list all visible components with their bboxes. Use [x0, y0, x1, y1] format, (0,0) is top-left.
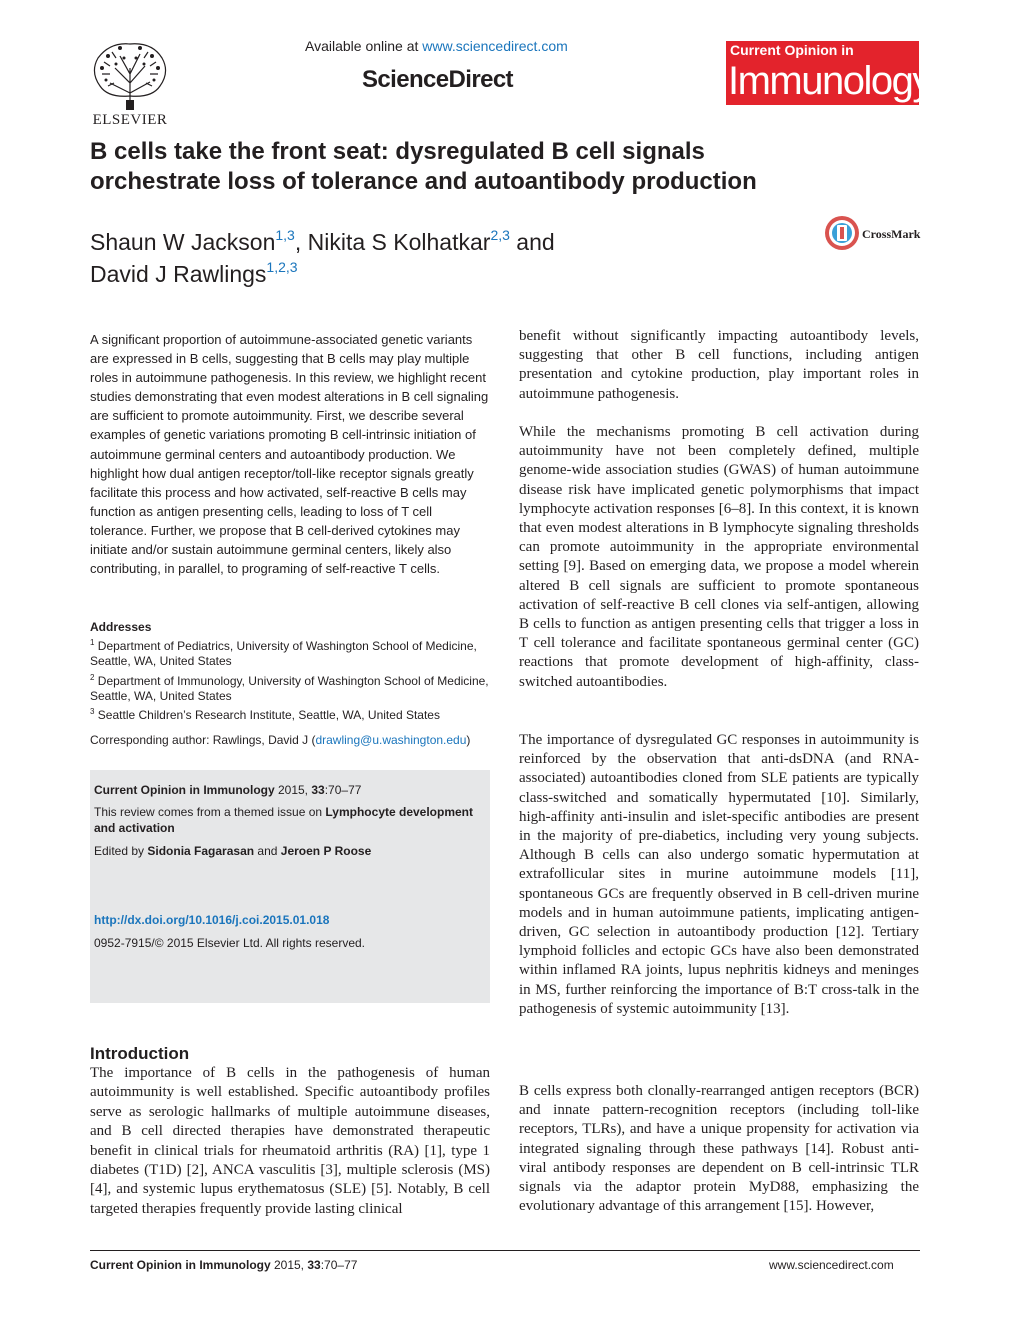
- doi-line: [94, 912, 486, 928]
- issn-line: 0952-7915/© 2015 Elsevier Ltd. All rights reserved.: [94, 936, 365, 950]
- author-list: [90, 226, 730, 290]
- doi-link[interactable]: http://dx.doi.org/10.1016/j.coi.2015.01.018: [94, 913, 330, 927]
- address-item: [90, 670, 490, 704]
- footer-citation: [90, 1258, 357, 1272]
- author-separator: and: [509, 229, 555, 255]
- editor-name: Sidonia Fagarasan: [147, 844, 255, 858]
- footer-divider: [90, 1250, 920, 1251]
- edited-prefix: Edited by: [94, 844, 148, 858]
- address-number: 2: [90, 672, 95, 682]
- journal-banner-title: Immunology: [728, 59, 931, 103]
- address-text: Department of Pediatrics, University of Washington School of Medicine, Seattle, WA, United States: [90, 639, 477, 669]
- citation-volume: 33: [311, 783, 325, 797]
- journal-banner-series: Current Opinion in: [730, 42, 854, 58]
- address-text: Seattle Children’s Research Institute, Seattle, WA, United States: [97, 708, 440, 723]
- address-item: [90, 704, 490, 723]
- address-text: Department of Immunology, University of Washington School of Medicine, Seattle, WA, United States: [90, 673, 489, 703]
- footer-volume: 33: [307, 1258, 321, 1272]
- address-number: 1: [90, 638, 95, 648]
- author-affiliation[interactable]: 1,3: [275, 227, 295, 243]
- corresponding-author: [90, 733, 500, 747]
- article-title: B cells take the front seat: dysregulated B cell signals orchestrate loss of tolerance and autoantibody production: [90, 138, 757, 195]
- footer-pages: :70–77: [320, 1258, 358, 1272]
- editor-name: Jeroen P Roose: [280, 844, 372, 858]
- journal-banner: [726, 41, 931, 105]
- body-paragraph: benefit without significantly impacting autoantibody levels, suggesting that other B cell functions, including antigen presentation and cytokine production, play important roles in autoimmune pathogenesis.: [519, 328, 919, 402]
- author-separator: ,: [294, 229, 308, 255]
- footer-site-link[interactable]: www.sciencedirect.com: [769, 1258, 894, 1272]
- citation-pages: :70–77: [324, 783, 362, 797]
- citation-year: 2015,: [274, 783, 312, 797]
- footer-year: 2015,: [270, 1258, 308, 1272]
- crossmark-label[interactable]: CrossMark: [862, 227, 921, 241]
- author-affiliation[interactable]: 2,3: [490, 227, 510, 243]
- body-paragraph: B cells express both clonally-rearranged antigen receptors (BCR) and innate pattern-recognition receptors (including toll-like receptors, TLRs), and have a unique propensity for activation via integrated signaling through these pathways [14]. Robust anti-viral antibody responses are dependent on B cell-intrinsic TLR signals via the adaptor protein MyD88, emphasizing the evolutionary advantage of this arrangement [15]. However,: [519, 1083, 919, 1215]
- availability-line: [305, 38, 568, 54]
- journal-name: Current Opinion in Immunology: [94, 783, 275, 797]
- introduction-text: The importance of B cells in the pathogenesis of human autoimmunity is well established. Specific autoantibody profiles serve as serologic hallmarks of multiple autoimmune diseases, and B cell directed therapies have demonstrated therapeutic benefit in clinical trials for rheumatoid arthritis (RA) [1], type 1 diabetes (T1D) [2], ANCA vasculitis [3], multiple sclerosis (MS) [4], and systemic lupus erythematosus (SLE) [5]. Notably, B cell targeted therapies frequently provide lasting clinical: [90, 1065, 490, 1217]
- platform-name: ScienceDirect: [362, 66, 513, 93]
- sciencedirect-link[interactable]: www.sciencedirect.com: [422, 38, 568, 54]
- publisher-name: ELSEVIER: [92, 112, 168, 128]
- theme-line: [94, 804, 486, 836]
- theme-name: Lymphocyte development and activation: [94, 805, 474, 835]
- address-number: 3: [90, 707, 95, 717]
- footer-journal: Current Opinion in Immunology: [90, 1258, 271, 1272]
- corresponding-suffix: ): [466, 733, 471, 747]
- introduction-heading: Introduction: [90, 1044, 190, 1063]
- author-name: David J Rawlings: [90, 261, 267, 287]
- author-name: Shaun W Jackson: [90, 229, 276, 255]
- body-paragraph: While the mechanisms promoting B cell activation during autoimmunity have not been completely defined, multiple genome-wide association studies (GWAS) of human autoimmune disease risk have implicated genetic polymorphisms that impact lymphocyte activation responses [6–8]. In this context, it is known that even modest alterations in B lymphocyte signaling thresholds can promote autoimmunity in the appropriate environmental setting [9]. Based on emerging data, we propose a model wherein altered B cell signals are sufficient to promote spontaneous activation of self-reactive B cell clones via self-antigen, allowing B cells to function as antigen presenting cells that trigger a loss in T cell tolerance and facilitate spontaneous germinal center (GC) reactions that promote development of high-affinity, class-switched autoantibodies.: [519, 424, 919, 690]
- abstract: A significant proportion of autoimmune-associated genetic variants are expressed in B cells, suggesting that B cells may play multiple roles in autoimmune pathogenesis. In this review, we highlight recent studies demonstrating that even modest alterations in B cell signaling are sufficient to promote autoimmunity. First, we describe several examples of genetic variations promoting B cell-intrinsic initiation of autoimmune germinal centers and autoantibody production. We highlight how dual antigen receptor/toll-like receptor signals greatly facilitate this process and how activated, self-reactive B cells may function as antigen presenting cells, leading to loss of T cell tolerance. Further, we propose that B cell-derived cytokines may initiate and/or sustain autoimmune germinal centers, likely also contributing, in parallel, to programing of self-reactive T cells.: [90, 332, 489, 577]
- addresses-heading: Addresses: [90, 620, 152, 634]
- author-name: Nikita S Kolhatkar: [307, 229, 491, 255]
- address-item: [90, 635, 490, 669]
- corresponding-email-link[interactable]: drawling@u.washington.edu: [315, 733, 467, 747]
- citation-line: [94, 782, 486, 798]
- article-info-box: [90, 770, 490, 1003]
- addresses: [90, 620, 490, 723]
- editors-line: [94, 843, 486, 859]
- availability-prefix: Available online at: [305, 38, 423, 54]
- author-affiliation[interactable]: 1,2,3: [266, 259, 298, 275]
- theme-prefix: This review comes from a themed issue on: [94, 805, 326, 819]
- corresponding-prefix: Corresponding author: Rawlings, David J (: [90, 733, 316, 747]
- body-paragraph: The importance of dysregulated GC responses in autoimmunity is reinforced by the observation that anti-dsDNA (and RNA-associated) autoantibodies cloned from SLE patients are typically class-switched and somatically hypermutated [10]. Similarly, high-affinity anti-insulin and islet-specific antibodies are present in the majority of pre-diabetics, including very young subjects. Although B cells can also undergo somatic hypermutation at extrafollicular sites in murine autoimmune models [11], spontaneous GCs are frequently observed in B cell-driven murine models and in human autoimmune patients, implicating antigen-driven, GC selection in autoantibody production [12]. Tertiary lymphoid follicles and ectopic GCs have also been demonstrated within inflamed RA joints, lupus nephritis kidneys and meninges in MS, further reinforcing the importance of B:T cross-talk in the pathogenesis of systemic autoimmunity [13].: [519, 732, 919, 1017]
- edited-and: and: [254, 844, 281, 858]
